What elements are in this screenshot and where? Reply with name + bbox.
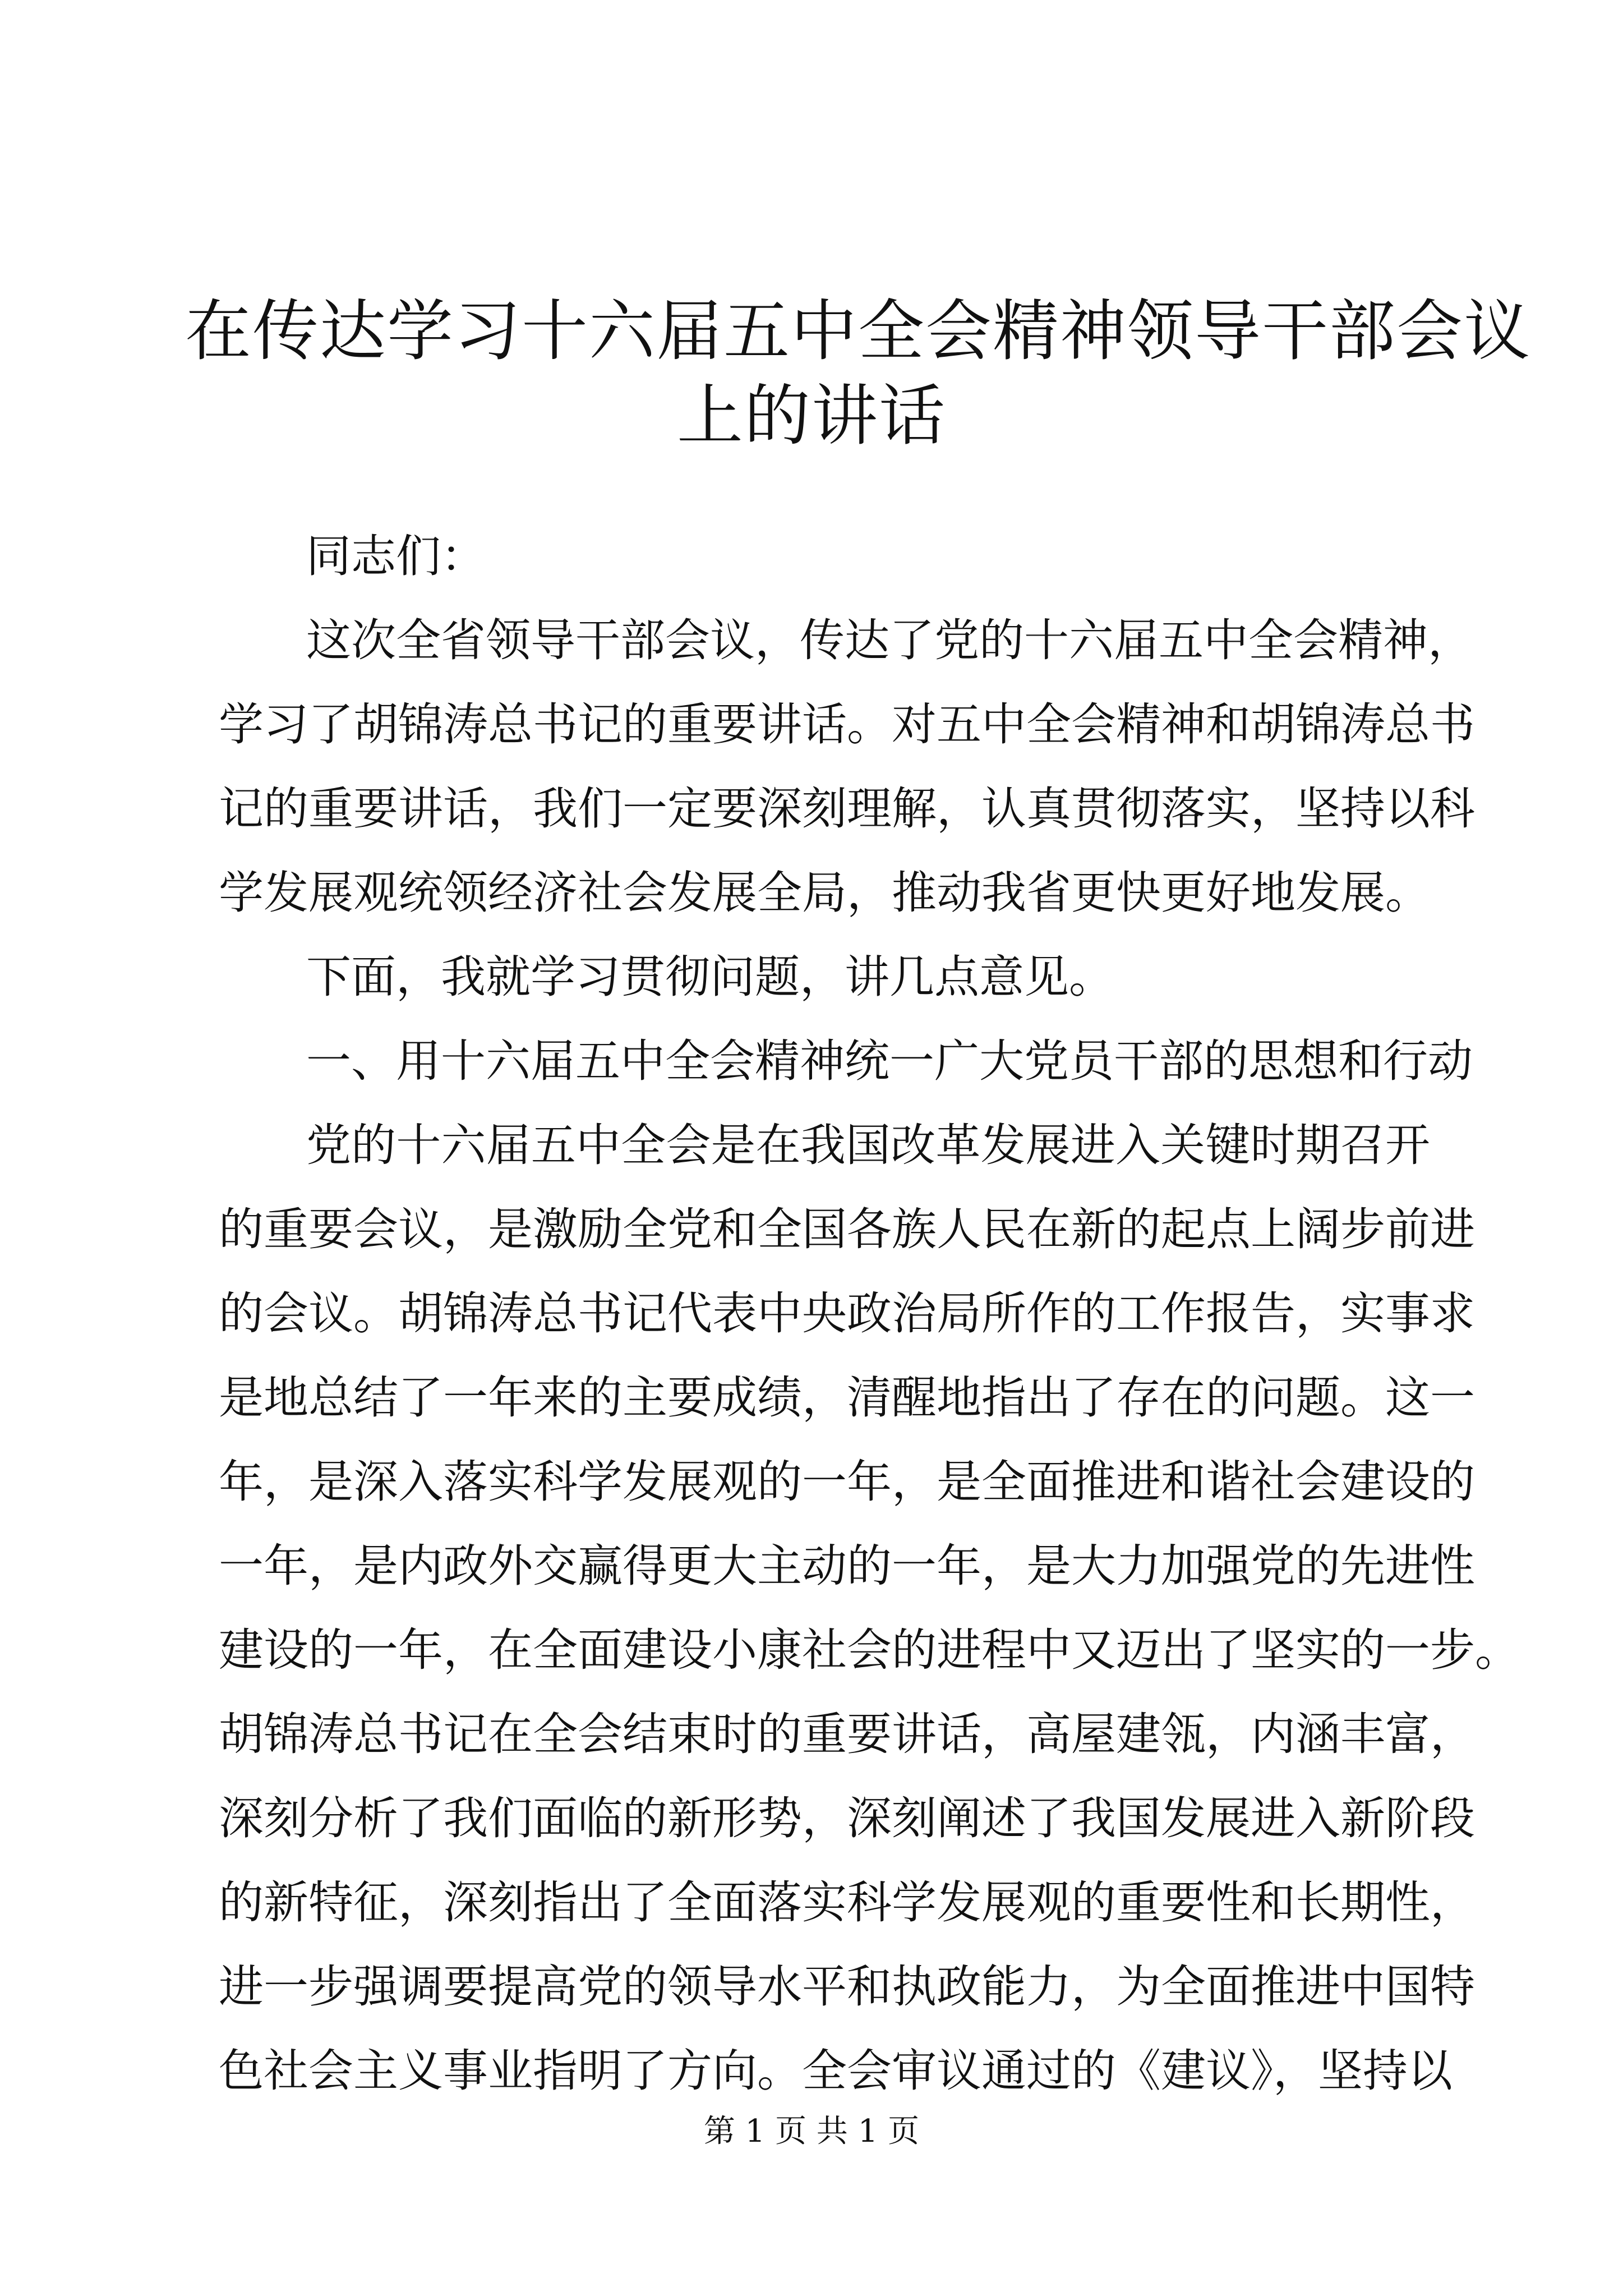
body-line: 学发展观统领经济社会发展全局，推动我省更快更好地发展。 — [219, 867, 1430, 919]
body-line: 的会议。胡锦涛总书记代表中央政治局所作的工作报告，实事求 — [219, 1287, 1475, 1340]
page-footer: 第 1 页 共 1 页 — [703, 2113, 920, 2150]
body-line: 下面，我就学习贯彻问题，讲几点意见。 — [306, 951, 1114, 1003]
body-line: 记的重要讲话，我们一定要深刻理解，认真贯彻落实，坚持以科 — [219, 783, 1475, 835]
body-line: 党的十六届五中全会是在我国改革发展进入关键时期召开 — [306, 1119, 1430, 1171]
body-line: 的新特征，深刻指出了全面落实科学发展观的重要性和长期性， — [219, 1876, 1475, 1929]
body-line: 建设的一年，在全面建设小康社会的进程中又迈出了坚实的一步。 — [219, 1624, 1520, 1676]
body-line: 进一步强调要提高党的领导水平和执政能力，为全面推进中国特 — [219, 1961, 1475, 2013]
body-line: 学习了胡锦涛总书记的重要讲话。对五中全会精神和胡锦涛总书 — [219, 698, 1475, 751]
document-title-line-1: 在传达学习十六届五中全会精神领导干部会议 — [185, 292, 1532, 370]
body-line: 是地总结了一年来的主要成绩，清醒地指出了存在的问题。这一 — [219, 1372, 1475, 1424]
salutation: 同志们： — [306, 530, 486, 582]
body-line: 的重要会议，是激励全党和全国各族人民在新的起点上阔步前进 — [219, 1203, 1475, 1255]
body-line: 一年，是内政外交赢得更大主动的一年，是大力加强党的先进性 — [219, 1540, 1475, 1592]
section-heading: 一、用十六届五中全会精神统一广大党员干部的思想和行动 — [306, 1035, 1473, 1087]
body-line: 这次全省领导干部会议，传达了党的十六届五中全会精神， — [306, 614, 1473, 666]
body-line: 色社会主义事业指明了方向。全会审议通过的《建议》，坚持以 — [219, 2045, 1453, 2097]
body-line: 年，是深入落实科学发展观的一年，是全面推进和谐社会建设的 — [219, 1456, 1475, 1508]
document-title-line-2: 上的讲话 — [676, 377, 946, 454]
body-line: 胡锦涛总书记在全会结束时的重要讲话，高屋建瓴，内涵丰富， — [219, 1708, 1475, 1760]
body-line: 深刻分析了我们面临的新形势，深刻阐述了我国发展进入新阶段 — [219, 1792, 1475, 1844]
